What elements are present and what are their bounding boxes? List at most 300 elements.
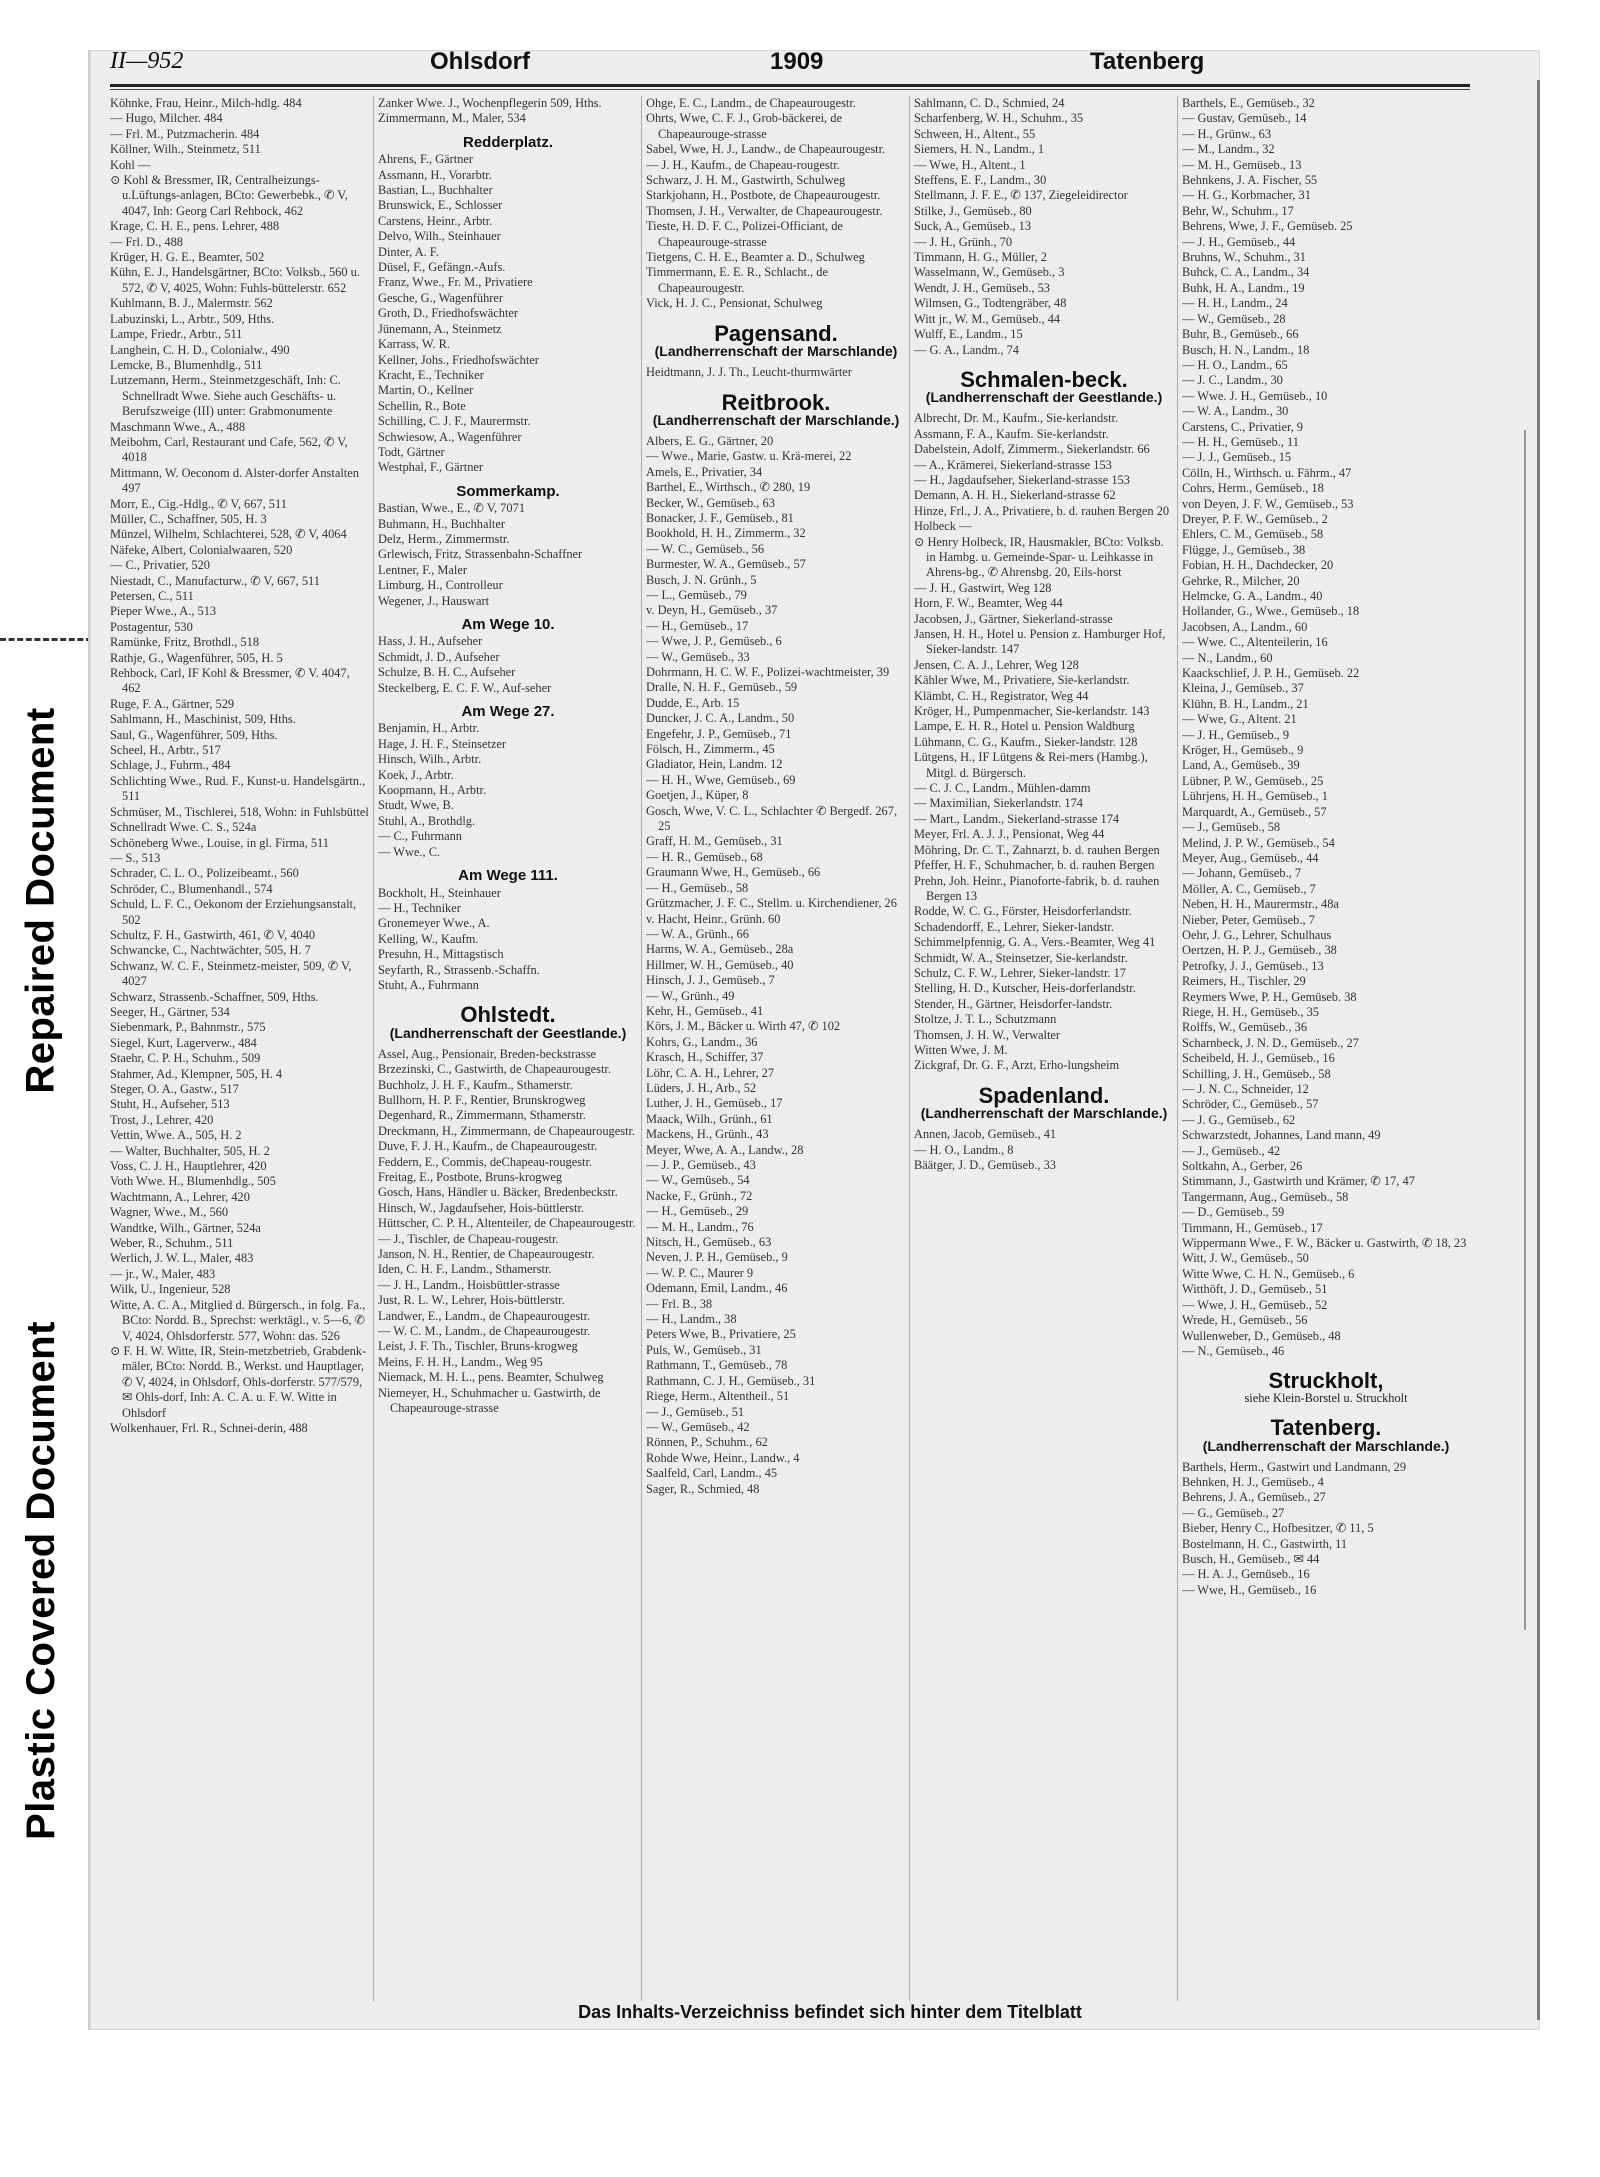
- directory-entry: Behnkens, J. A. Fischer, 55: [1182, 173, 1318, 188]
- directory-entry: Rathje, G., Wagenführer, 505, H. 5: [110, 650, 283, 665]
- column-4: [914, 96, 1174, 2001]
- directory-entry: Witt, J. W., Gemüseb., 50: [1182, 1251, 1309, 1266]
- directory-entry: — H. O., Landm., 8: [914, 1142, 1014, 1157]
- directory-entry: Köllner, Wilh., Steinmetz, 511: [110, 142, 261, 157]
- directory-entry: Behnken, H. J., Gemüseb., 4: [1182, 1474, 1324, 1489]
- directory-entry: Schadendorff, E., Lehrer, Sieker-landstr.: [914, 919, 1114, 934]
- directory-entry: Becker, W., Gemüseb., 63: [646, 495, 775, 510]
- directory-entry: Dreyer, P. F. W., Gemüseb., 2: [1182, 511, 1328, 526]
- directory-entry: Gosch, Wwe, V. C. L., Schlachter ✆ Bergedf. 267, 25: [646, 803, 898, 834]
- directory-entry: — W., Gemüseb., 54: [646, 1173, 750, 1188]
- column-5: [1182, 96, 1470, 2001]
- directory-entry: Saul, G., Wagenführer, 509, Hths.: [110, 727, 278, 742]
- directory-entry: Stender, H., Gärtner, Heisdorfer-landstr.: [914, 996, 1113, 1011]
- directory-entry: — W. A., Landm., 30: [1182, 404, 1289, 419]
- directory-entry: — W., Gemüseb., 42: [646, 1419, 750, 1434]
- directory-entry: Limburg, H., Controlleur: [378, 578, 503, 593]
- directory-entry: — Wwe, H., Altent., 1: [914, 157, 1026, 172]
- directory-entry: — C., Fuhrmann: [378, 829, 462, 844]
- directory-entry: Albrecht, Dr. M., Kaufm., Sie-kerlandstr.: [914, 411, 1119, 426]
- directory-entry: Timmermann, E. E. R., Schlacht., de Chapeaurougestr.: [646, 265, 828, 295]
- directory-entry: Rohde Wwe, Heinr., Landw., 4: [646, 1450, 800, 1465]
- directory-entry: Sager, R., Schmied, 48: [646, 1481, 760, 1496]
- directory-entry: Kähler Wwe, M., Privatiere, Sie-kerlandstr.: [914, 673, 1130, 688]
- district-heading: Ohlstedt.: [460, 1002, 556, 1028]
- directory-entry: v. Deyn, H., Gemüseb., 37: [646, 603, 778, 618]
- directory-entry: Studt, Wwe, B.: [378, 798, 454, 813]
- directory-entry: — J. C., Landm., 30: [1182, 373, 1283, 388]
- directory-entry: Dinter, A. F.: [378, 244, 439, 259]
- street-heading: Sommerkamp.: [456, 482, 560, 500]
- directory-entry: Graumann Wwe, H., Gemüseb., 66: [646, 865, 821, 880]
- directory-entry: Witte, A. C. A., Mitglied d. Bürgersch., in folg. Fa., BCto: Nordd. B., Sprechst: werktägl., v. 5—6, ✆ V, 4024, Ohlsdorferstr. 577, Wohn: das. 526: [110, 1297, 366, 1343]
- directory-entry: Stelling, H. D., Kutscher, Heis-dorferlandstr.: [914, 981, 1136, 996]
- directory-entry: Kröger, H., Gemüseb., 9: [1182, 743, 1304, 758]
- directory-entry: ⊙ Kohl & Bressmer, IR, Centralheizungs-u.Lüftungs-anlagen, BCto: Gewerbebk., ✆ V, 4047, Inh: Georg Carl Rehbock, 462: [110, 173, 348, 218]
- directory-entry: Bäätger, J. D., Gemüseb., 33: [914, 1158, 1056, 1172]
- directory-entry: Wendt, J. H., Gemüseb., 53: [914, 280, 1050, 295]
- directory-entry: Bruhns, W., Schuhm., 31: [1182, 250, 1306, 265]
- column-divider: [373, 96, 374, 2001]
- directory-entry: Wilk, U., Ingenieur, 528: [110, 1282, 231, 1297]
- directory-entry: Karrass, W. R.: [378, 337, 450, 352]
- cross-reference-note: siehe Klein-Borstel u. Struckholt: [1244, 1390, 1408, 1405]
- directory-entry: Peters Wwe, B., Privatiere, 25: [646, 1327, 796, 1342]
- directory-entry: Zimmermann, M., Maler, 534: [378, 111, 526, 126]
- directory-entry: Kehr, H., Gemüseb., 41: [646, 1003, 764, 1018]
- directory-entry: Riege, H. H., Gemüseb., 35: [1182, 1004, 1319, 1019]
- directory-entry: Wagner, Wwe., M., 560: [110, 1205, 229, 1220]
- directory-entry: Wulff, E., Landm., 15: [914, 327, 1023, 342]
- directory-entry: Barthels, E., Gemüseb., 32: [1182, 96, 1315, 110]
- directory-entry: Degenhard, R., Zimmermann, Sthamerstr.: [378, 1108, 586, 1123]
- directory-entry: Delz, Herm., Zimmermstr.: [378, 531, 510, 546]
- directory-entry: Assmann, F. A., Kaufm. Sie-kerlandstr.: [914, 426, 1109, 441]
- directory-entry: Behrens, Wwe, J. F., Gemüseb. 25: [1182, 219, 1353, 234]
- directory-entry: Labuzinski, L., Arbtr., 509, Hths.: [110, 311, 275, 326]
- directory-entry: — C., Privatier, 520: [110, 558, 210, 573]
- directory-entry: Lüders, J. H., Arb., 52: [646, 1080, 757, 1095]
- directory-entry: — W. C. M., Landm., de Chapeaurougestr.: [378, 1324, 591, 1339]
- directory-entry: Todt, Gärtner: [378, 444, 445, 459]
- directory-entry: — J. H., Gemüseb., 9: [1182, 727, 1290, 742]
- directory-entry: Goetjen, J., Küper, 8: [646, 788, 749, 803]
- directory-entry: — J. H., Landm., Hoisbüttler-strasse: [378, 1277, 560, 1292]
- directory-entry: Steckelberg, E. C. F. W., Auf-seher: [378, 680, 552, 695]
- district-heading: Tatenberg.: [1270, 1415, 1382, 1441]
- directory-entry: Vettin, Wwe. A., 505, H. 2: [110, 1128, 242, 1143]
- directory-entry: Köhnke, Frau, Heinr., Milch-hdlg. 484: [110, 96, 302, 110]
- directory-entry: Witt jr., W. M., Gemüseb., 44: [914, 311, 1061, 326]
- directory-entry: Postagentur, 530: [110, 619, 193, 634]
- street-heading: Am Wege 111.: [458, 867, 558, 885]
- directory-entry: Kohrs, G., Landm., 36: [646, 1034, 758, 1049]
- page-number: II—952: [110, 48, 184, 74]
- directory-entry: Werlich, J. W. L., Maler, 483: [110, 1251, 254, 1266]
- directory-entry: Busch, H., Gemüseb., ✉ 44: [1182, 1551, 1320, 1566]
- directory-entry: Niemeyer, H., Schuhmacher u. Gastwirth, de Chapeaurouge-strasse: [378, 1385, 601, 1416]
- directory-entry: Stuht, H., Aufseher, 513: [110, 1097, 230, 1112]
- directory-entry: Wolkenhauer, Frl. R., Schnei-derin, 488: [110, 1420, 308, 1435]
- district-heading: Schmalen-beck.: [960, 366, 1128, 392]
- directory-entry: Puls, W., Gemüseb., 31: [646, 1342, 762, 1357]
- directory-entry: Bonacker, J. F., Gemüseb., 81: [646, 510, 794, 525]
- directory-entry: Hollander, G., Wwe., Gemüseb., 18: [1182, 604, 1360, 619]
- column-divider: [641, 96, 642, 2001]
- directory-entry: — M. H., Landm., 76: [646, 1219, 754, 1234]
- directory-entry: Niemack, M. H. L., pens. Beamter, Schulweg: [378, 1370, 604, 1385]
- directory-entry: Groth, D., Friedhofswächter: [378, 306, 519, 321]
- directory-entry: Wegener, J., Hauswart: [378, 593, 490, 608]
- directory-entry: Lübner, P. W., Gemüseb., 25: [1182, 773, 1324, 788]
- directory-entry: — M., Landm., 32: [1182, 142, 1275, 157]
- directory-entry: — J. G., Gemüseb., 62: [1182, 1112, 1296, 1127]
- directory-entry: — H. A. J., Gemüseb., 16: [1182, 1567, 1310, 1582]
- directory-entry: Ehlers, C. M., Gemüseb., 58: [1182, 527, 1324, 542]
- directory-entry: Möhring, Dr. C. T., Zahnarzt, b. d. rauhen Bergen: [914, 842, 1160, 857]
- directory-entry: — J. H., Gastwirt, Weg 128: [914, 580, 1052, 595]
- directory-entry: Duve, F. J. H., Kaufm., de Chapeaurougestr.: [378, 1139, 598, 1154]
- directory-entry: Rolffs, W., Gemüseb., 36: [1182, 1020, 1308, 1035]
- archive-label-strip: [0, 0, 82, 2177]
- directory-entry: Just, R. L. W., Lehrer, Hois-büttlerstr.: [378, 1293, 565, 1308]
- directory-entry: — G. A., Landm., 74: [914, 342, 1019, 357]
- directory-entry: Schöneberg Wwe., Louise, in gl. Firma, 511: [110, 835, 329, 850]
- directory-entry: Pieper Wwe., A., 513: [110, 604, 217, 619]
- directory-entry: Hillmer, W. H., Gemüseb., 40: [646, 957, 794, 972]
- directory-entry: Bieber, Henry C., Hofbesitzer, ✆ 11, 5: [1182, 1521, 1374, 1536]
- directory-entry: Wullenweber, D., Gemüseb., 48: [1182, 1328, 1341, 1343]
- directory-entry: Buhck, C. A., Landm., 34: [1182, 265, 1310, 280]
- directory-entry: — C. J. C., Landm., Mühlen-damm: [914, 781, 1091, 796]
- column-2: [378, 96, 638, 2001]
- directory-entry: Lampe, E. H. R., Hotel u. Pension Waldburg: [914, 719, 1135, 734]
- directory-entry: Hinsch, Wilh., Arbtr.: [378, 752, 482, 767]
- district-heading: Struckholt,: [1268, 1368, 1384, 1394]
- directory-entry: Jacobsen, J., Gärtner, Siekerland-strasse: [914, 611, 1113, 626]
- directory-entry: — H. O., Landm., 65: [1182, 357, 1288, 372]
- directory-entry: Voss, C. J. H., Hauptlehrer, 420: [110, 1159, 267, 1174]
- directory-entry: — N., Gemüseb., 46: [1182, 1343, 1285, 1358]
- directory-entry: Voth Wwe. H., Blumenhdlg., 505: [110, 1174, 276, 1189]
- district-heading: Spadenland.: [978, 1082, 1110, 1108]
- street-heading: Redderplatz.: [462, 133, 553, 151]
- directory-entry: Hinze, Frl., J. A., Privatiere, b. d. rauhen Bergen 20: [914, 503, 1170, 518]
- directory-entry: Meins, F. H. H., Landm., Weg 95: [378, 1354, 543, 1369]
- directory-entry: Stuhl, A., Brothdlg.: [378, 813, 476, 828]
- directory-entry: Rathmann, T., Gemüseb., 78: [646, 1358, 788, 1373]
- directory-entry: Maschmann Wwe., A., 488: [110, 419, 246, 434]
- directory-entry: Schnellradt Wwe. C. S., 524a: [110, 820, 257, 835]
- directory-entry: Trost, J., Lehrer, 420: [110, 1112, 214, 1127]
- directory-entry: — jr., W., Maler, 483: [110, 1266, 216, 1281]
- directory-entry: Möller, A. C., Gemüseb., 7: [1182, 881, 1316, 896]
- directory-entry: Schmüser, M., Tischlerei, 518, Wohn: in Fuhlsbüttel: [110, 804, 369, 819]
- page-edge-inner: [1524, 430, 1526, 1630]
- directory-entry: — D., Gemüseb., 59: [1182, 1205, 1285, 1220]
- directory-entry: — H. H., Landm., 24: [1182, 296, 1288, 311]
- directory-entry: Reimers, H., Tischler, 29: [1182, 974, 1306, 989]
- district-subheading: (Landherrenschaft der Marschlande.): [1202, 1437, 1450, 1454]
- directory-entry: Scharfenberg, W. H., Schuhm., 35: [914, 111, 1084, 126]
- directory-entry: Jünemann, A., Steinmetz: [378, 321, 502, 336]
- directory-entry: Schrader, C. L. O., Polizeibeamt., 560: [110, 866, 299, 881]
- directory-entry: Graff, H. M., Gemüseb., 31: [646, 834, 783, 849]
- page-header: [110, 48, 1470, 82]
- directory-entry: Behrens, J. A., Gemüseb., 27: [1182, 1490, 1326, 1505]
- directory-entry: Schmidt, J. D., Aufseher: [378, 649, 500, 664]
- directory-entry: — H., Gemüseb., 17: [646, 618, 749, 633]
- directory-entry: Schultz, F. H., Gastwirth, 461, ✆ V, 4040: [110, 927, 316, 942]
- directory-entry: Schlichting Wwe., Rud. F., Kunst-u. Handelsgärtn., 511: [110, 773, 366, 804]
- directory-entry: Steffens, E. F., Landm., 30: [914, 173, 1047, 188]
- directory-entry: Stellmann, J. F. E., ✆ 137, Ziegeleidirector: [914, 188, 1128, 203]
- directory-entry: Schlage, J., Fuhrm., 484: [110, 758, 231, 773]
- header-year: 1909: [770, 48, 824, 75]
- directory-entry: Schwanz, W. C. F., Steinmetz-meister, 509, ✆ V, 4027: [110, 958, 352, 989]
- directory-entry: Nitsch, H., Gemüseb., 63: [646, 1235, 772, 1250]
- directory-entry: Duncker, J. C. A., Landm., 50: [646, 711, 795, 726]
- district-subheading: (Landherrenschaft der Marschlande.): [920, 1105, 1168, 1122]
- directory-entry: Bullhorn, H. P. F., Rentier, Brunskrogweg: [378, 1092, 586, 1107]
- directory-entry: Düsel, F., Gefängn.-Aufs.: [378, 260, 506, 275]
- directory-entry: Demann, A. H. H., Siekerland-strasse 62: [914, 488, 1116, 503]
- directory-entry: Hinsch, W., Jagdaufseher, Hois-büttlerstr.: [378, 1200, 584, 1215]
- directory-entry: Staehr, C. P. H., Schuhm., 509: [110, 1051, 261, 1066]
- directory-entry: Ohge, E. C., Landm., de Chapeaurougestr.: [646, 96, 856, 110]
- directory-entry: — J., Tischler, de Chapeau-rougestr.: [378, 1231, 559, 1246]
- directory-entry: Bockholt, H., Steinhauer: [378, 885, 501, 900]
- directory-entry: Suck, A., Gemüseb., 13: [914, 219, 1032, 234]
- directory-entry: Schwiesow, A., Wagenführer: [378, 429, 522, 444]
- directory-entry: Bookhold, H. H., Zimmerm., 32: [646, 526, 806, 541]
- directory-entry: Stuht, A., Fuhrmann: [378, 977, 479, 992]
- district-heading: Pagensand.: [714, 320, 838, 346]
- directory-entry: — J. N. C., Schneider, 12: [1182, 1082, 1309, 1096]
- district-heading: Reitbrook.: [721, 389, 831, 415]
- directory-entry: Rodde, W. C. G., Förster, Heisdorferlandstr.: [914, 904, 1132, 919]
- directory-entry: Dudde, E., Arb. 15: [646, 695, 740, 710]
- directory-entry: Hinsch, J. J., Gemüseb., 7: [646, 973, 775, 988]
- directory-entry: Petersen, C., 511: [110, 589, 194, 603]
- directory-entry: Ruge, F. A., Gärtner, 529: [110, 696, 235, 711]
- directory-entry: Buhmann, H., Buchhalter: [378, 516, 505, 531]
- directory-entry: Grlewisch, Fritz, Strassenbahn-Schaffner: [378, 547, 583, 562]
- directory-entry: Zanker Wwe. J., Wochenpflegerin 509, Hths.: [378, 96, 602, 110]
- directory-entry: Westphal, F., Gärtner: [378, 460, 484, 475]
- street-heading: Am Wege 10.: [461, 616, 555, 633]
- directory-entry: Wachtmann, A., Lehrer, 420: [110, 1189, 250, 1204]
- directory-entry: Witthöft, J. D., Gemüseb., 51: [1182, 1282, 1328, 1297]
- dashed-divider: [0, 638, 92, 641]
- directory-entry: — H., Jagdaufseher, Siekerland-strasse 153: [914, 472, 1130, 487]
- directory-entry: — Frl. D., 488: [110, 234, 183, 249]
- directory-entry: Siemers, H. N., Landm., 1: [914, 142, 1045, 157]
- directory-entry: Burmester, W. A., Gemüseb., 57: [646, 557, 806, 572]
- directory-entry: Luther, J. H., Gemüseb., 17: [646, 1096, 783, 1111]
- directory-entry: Stilke, J., Gemüseb., 80: [914, 203, 1032, 218]
- directory-entry: Schuld, L. F. C., Oekonom der Erziehungsanstalt, 502: [110, 897, 357, 927]
- directory-entry: Starkjohann, H., Postbote, de Chapeaurougestr.: [646, 188, 881, 203]
- directory-entry: Barthel, E., Wirthsch., ✆ 280, 19: [646, 480, 811, 495]
- directory-entry: Helmcke, G. A., Landm., 40: [1182, 589, 1323, 603]
- directory-entry: Scheel, H., Arbtr., 517: [110, 743, 221, 758]
- directory-entry: Kröger, H., Pumpenmacher, Sie-kerlandstr. 143: [914, 704, 1150, 719]
- repaired-document-label: Repaired Document: [18, 706, 63, 1094]
- directory-entry: Reymers Wwe, P. H., Gemüseb. 38: [1182, 989, 1357, 1004]
- directory-entry: — W., Gemüseb., 28: [1182, 311, 1286, 326]
- directory-entry: Fobian, H. H., Dachdecker, 20: [1182, 558, 1334, 573]
- directory-entry: Löhr, C. A. H., Lehrer, 27: [646, 1065, 775, 1080]
- directory-entry: Hüttscher, C. P. H., Altenteiler, de Chapeaurougestr.: [378, 1216, 636, 1231]
- directory-entry: — H. R., Gemüseb., 68: [646, 849, 763, 864]
- directory-entry: Zickgraf, Dr. G. F., Arzt, Erho-lungsheim: [914, 1058, 1120, 1073]
- directory-entry: Witte Wwe, C. H. N., Gemüseb., 6: [1182, 1266, 1355, 1281]
- directory-entry: Saalfeld, Carl, Landm., 45: [646, 1466, 778, 1481]
- directory-entry: Schween, H., Altent., 55: [914, 126, 1036, 141]
- directory-entry: — H., Gemüseb., 58: [646, 880, 749, 895]
- directory-entry: — A., Krämerei, Siekerland-strasse 153: [914, 457, 1112, 472]
- directory-entry: Wrede, H., Gemüseb., 56: [1182, 1313, 1308, 1328]
- directory-entry: — S., 513: [110, 850, 161, 865]
- directory-entry: Benjamin, H., Arbtr.: [378, 721, 480, 736]
- directory-entry: Ahrens, F., Gärtner: [378, 152, 474, 167]
- directory-entry: Münzel, Wilhelm, Schlachterei, 528, ✆ V, 4064: [110, 527, 347, 542]
- directory-entry: — H., Gemüseb., 29: [646, 1204, 749, 1219]
- directory-entry: Schulze, B. H. C., Aufseher: [378, 665, 516, 680]
- directory-entry: Thomsen, J. H., Verwalter, de Chapeaurougestr.: [646, 203, 883, 218]
- directory-entry: Schwarzstedt, Johannes, Land mann, 49: [1182, 1128, 1381, 1143]
- directory-entry: Schellin, R., Bote: [378, 398, 466, 413]
- directory-entry: Flügge, J., Gemüseb., 38: [1182, 542, 1306, 557]
- directory-entry: Lütgens, H., IF Lütgens & Rei-mers (Hambg.), Mitgl. d. Bürgersch.: [914, 750, 1148, 780]
- directory-entry: Jensen, C. A. J., Lehrer, Weg 128: [914, 657, 1079, 672]
- directory-entry: Buchholz, J. H. F., Kaufm., Sthamerstr.: [378, 1077, 573, 1092]
- directory-entry: Cölln, H., Wirthsch. u. Fährm., 47: [1182, 465, 1352, 480]
- directory-entry: Seyfarth, R., Strassenb.-Schaffn.: [378, 962, 540, 977]
- directory-entry: Harms, W. A., Gemüseb., 28a: [646, 942, 794, 957]
- directory-entry: Näfeke, Albert, Colonialwaaren, 520: [110, 542, 293, 557]
- directory-entry: v. Hacht, Heinr., Grünh. 60: [646, 911, 781, 926]
- column-divider: [1177, 96, 1178, 2001]
- directory-entry: Schwarz, J. H. M., Gastwirth, Schulweg: [646, 173, 846, 188]
- directory-entry: Buhk, H. A., Landm., 19: [1182, 280, 1305, 295]
- directory-entry: Wilmsen, G., Todtengräber, 48: [914, 296, 1067, 311]
- directory-entry: Odemann, Emil, Landm., 46: [646, 1281, 788, 1296]
- directory-entry: — Frl. M., Putzmacherin. 484: [110, 126, 260, 141]
- directory-entry: — J., Gemüseb., 42: [1182, 1143, 1281, 1158]
- directory-entry: Busch, H. N., Landm., 18: [1182, 342, 1310, 357]
- directory-entry: Amels, E., Privatier, 34: [646, 464, 763, 479]
- plastic-covered-label: Plastic Covered Document: [18, 1320, 63, 1840]
- directory-entry: Stahmer, Ad., Klempner, 505, H. 4: [110, 1066, 283, 1081]
- directory-entry: Gehrke, R., Milcher, 20: [1182, 573, 1300, 588]
- directory-entry: Engefehr, J. P., Gemüseb., 71: [646, 726, 792, 741]
- column-divider: [909, 96, 910, 2001]
- directory-entry: Kaackschlief, J. P. H., Gemüseb. 22: [1182, 666, 1360, 681]
- directory-entry: — Wwe, J. H., Gemüseb., 52: [1182, 1297, 1328, 1312]
- directory-entry: Rönnen, P., Schuhm., 62: [646, 1435, 768, 1450]
- directory-entry: Scheibeld, H. J., Gemüseb., 16: [1182, 1051, 1335, 1066]
- directory-entry: Meibohm, Carl, Restaurant und Cafe, 562, ✆ V, 4018: [110, 434, 348, 465]
- directory-entry: Timmann, H., Gemüseb., 17: [1182, 1220, 1323, 1235]
- header-rule: [110, 84, 1470, 87]
- directory-entry: Gronemeyer Wwe., A.: [378, 916, 490, 931]
- directory-entry: Carstens, Heinr., Arbtr.: [378, 213, 493, 228]
- directory-entry: Riege, Herm., Altentheil., 51: [646, 1389, 790, 1404]
- directory-entry: Lemcke, B., Blumenhdlg., 511: [110, 357, 263, 372]
- directory-entry: Lutzemann, Herm., Steinmetzgeschäft, Inh: C. Schnellradt Wwe. Siehe auch Geschäfts- u. Berufszweige (III) unter: Grabmonumente: [110, 373, 341, 419]
- header-rule-thin: [110, 89, 1470, 90]
- directory-entry: Franz, Wwe., Fr. M., Privatiere: [378, 275, 533, 290]
- directory-entry: Busch, J. N. Grünh., 5: [646, 572, 757, 587]
- directory-entry: Schröder, C., Gemüseb., 57: [1182, 1097, 1319, 1112]
- directory-entry: Horn, F. W., Beamter, Weg 44: [914, 596, 1063, 611]
- directory-entry: — J. J., Gemüseb., 15: [1182, 450, 1292, 465]
- directory-entry: Meyer, Frl. A. J. J., Pensionat, Weg 44: [914, 827, 1105, 842]
- directory-entry: Wippermann Wwe., F. W., Bäcker u. Gastwirth, ✆ 18, 23: [1182, 1236, 1467, 1251]
- directory-entry: — J., Gemüseb., 51: [646, 1404, 745, 1419]
- footer-note: Das Inhalts-Verzeichniss befindet sich hinter dem Titelblatt: [578, 2002, 1082, 2022]
- directory-entry: Iden, C. H. F., Landm., Sthamerstr.: [378, 1262, 552, 1277]
- directory-entry: — J. P., Gemüseb., 43: [646, 1158, 756, 1172]
- directory-entry: Tieste, H. D. F. C., Polizei-Officiant, de Chapeaurouge-strasse: [646, 219, 843, 249]
- directory-entry: Neven, J. P. H., Gemüseb., 9: [646, 1250, 788, 1265]
- directory-entry: Stimmann, J., Gastwirth und Krämer, ✆ 17, 47: [1182, 1174, 1415, 1189]
- directory-entry: Lampe, Friedr., Arbtr., 511: [110, 327, 243, 342]
- directory-entry: Jansen, H. H., Hotel u. Pension z. Hamburger Hof, Sieker-landstr. 147: [914, 627, 1166, 657]
- directory-entry: Siegel, Kurt, Lagerverw., 484: [110, 1035, 257, 1050]
- directory-entry: Melind, J. P. W., Gemüseb., 54: [1182, 835, 1335, 850]
- directory-entry: Soltkahn, A., Gerber, 26: [1182, 1159, 1303, 1174]
- directory-entry: Gosch, Hans, Händler u. Bäcker, Bredenbeckstr.: [378, 1185, 618, 1200]
- directory-entry: Fölsch, H., Zimmerm., 45: [646, 742, 775, 757]
- directory-columns: [110, 96, 1470, 2001]
- directory-entry: — Johann, Gemüseb., 7: [1182, 866, 1302, 881]
- directory-entry: Leist, J. F. Th., Tischler, Bruns-krogweg: [378, 1339, 578, 1354]
- directory-entry: ⊙ F. H. W. Witte, IR, Stein-metzbetrieb, Grabdenk-mäler, BCto: Nordd. B., Werkst. und Hauptlager, ✆ V, 4024, in Ohlsdorf, Ohls-dorferstr. 577/579, ✉ Ohls-dorf, Inh: A. C. A. u. F. W. Witte in Ohlsdorf: [110, 1343, 367, 1420]
- directory-entry: Kleina, J., Gemüseb., 37: [1182, 681, 1304, 696]
- directory-entry: Kracht, E., Techniker: [378, 367, 484, 382]
- directory-entry: Martin, O., Kellner: [378, 383, 474, 398]
- directory-entry: — Wwe., Marie, Gastw. u. Krä-merei, 22: [646, 449, 852, 464]
- directory-entry: Schilling, J. H., Gemüseb., 58: [1182, 1066, 1331, 1081]
- directory-entry: Janson, N. H., Rentier, de Chapeaurougestr.: [378, 1247, 595, 1262]
- directory-entry: — W. A., Grünh., 66: [646, 926, 749, 941]
- header-right-place: Tatenberg: [1090, 48, 1205, 75]
- directory-entry: Schwancke, C., Nachtwächter, 505, H. 7: [110, 943, 311, 958]
- directory-entry: — H. H., Wwe, Gemüseb., 69: [646, 772, 796, 787]
- directory-entry: — G., Gemüseb., 27: [1182, 1505, 1285, 1520]
- directory-entry: Krasch, H., Schiffer, 37: [646, 1050, 764, 1065]
- directory-entry: — Walter, Buchhalter, 505, H. 2: [110, 1143, 270, 1158]
- directory-entry: — M. H., Gemüseb., 13: [1182, 157, 1302, 172]
- directory-entry: Brunswick, E., Schlosser: [378, 198, 503, 213]
- directory-entry: — J. H., Grünh., 70: [914, 234, 1013, 249]
- directory-entry: Presuhn, H., Mittagstisch: [378, 947, 504, 962]
- directory-entry: Lühmann, C. G., Kaufm., Sieker-landstr. 128: [914, 734, 1138, 749]
- directory-entry: Thomsen, J. H. W., Verwalter: [914, 1027, 1061, 1042]
- directory-entry: Schmidt, W. A., Steinsetzer, Sie-kerlandstr.: [914, 950, 1128, 965]
- directory-entry: Carstens, C., Privatier, 9: [1182, 419, 1303, 434]
- directory-entry: Holbeck —: [914, 519, 972, 534]
- directory-entry: — W., Gemüseb., 33: [646, 649, 750, 664]
- directory-entry: Maack, Wilh., Grünh., 61: [646, 1111, 773, 1126]
- directory-entry: — Frl. B., 38: [646, 1296, 713, 1311]
- directory-entry: Bostelmann, H. C., Gastwirth, 11: [1182, 1536, 1348, 1551]
- directory-entry: — J., Gemüseb., 58: [1182, 820, 1281, 835]
- directory-entry: — W. C., Gemüseb., 56: [646, 541, 765, 556]
